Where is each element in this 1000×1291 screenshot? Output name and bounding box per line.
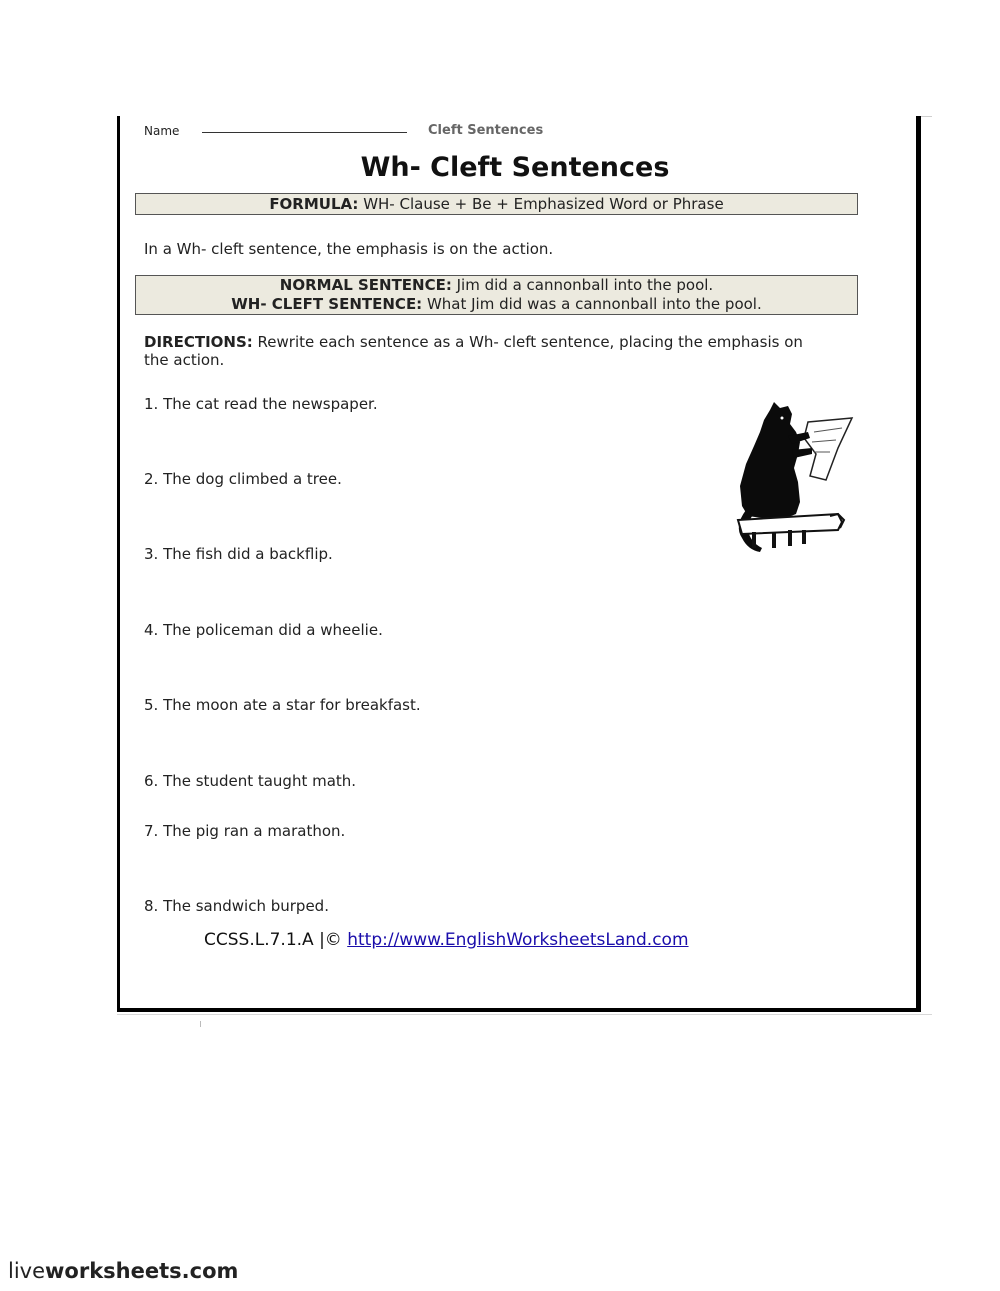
- normal-sentence-text: Jim did a cannonball into the pool.: [451, 276, 714, 294]
- formula-box: [135, 193, 858, 215]
- liveworksheets-logo[interactable]: liveworksheets.com: [8, 1259, 239, 1283]
- exercise-item: 6. The student taught math.: [144, 772, 357, 790]
- page-tick-mark: [200, 1021, 201, 1027]
- exercise-item: 7. The pig ran a marathon.: [144, 822, 346, 840]
- directions-text: Rewrite each sentence as a Wh- cleft sentence, placing the emphasis on the action.: [144, 333, 803, 369]
- exercise-item: 8. The sandwich burped.: [144, 897, 329, 915]
- exercise-item: 5. The moon ate a star for breakfast.: [144, 696, 421, 714]
- footer-credit: [204, 930, 689, 950]
- topic-header: Cleft Sentences: [428, 123, 544, 138]
- normal-sentence-label: NORMAL SENTENCE:: [279, 276, 452, 294]
- directions-label: DIRECTIONS:: [144, 333, 253, 351]
- exercise-item: 2. The dog climbed a tree.: [144, 470, 342, 488]
- cat-reading-newspaper-icon: [734, 402, 858, 560]
- sheet-bottom-rule: [117, 1014, 932, 1015]
- exercise-item: 1. The cat read the newspaper.: [144, 395, 378, 413]
- name-label: Name: [144, 124, 180, 138]
- exercise-item: 4. The policeman did a wheelie.: [144, 621, 383, 639]
- example-box: [135, 275, 858, 315]
- formula-text: WH- Clause + Be + Emphasized Word or Phrase: [358, 195, 724, 213]
- footer-link[interactable]: http://www.EnglishWorksheetsLand.com: [347, 930, 689, 950]
- cleft-sentence-label: WH- CLEFT SENTENCE:: [231, 295, 423, 313]
- page-title: Wh- Cleft Sentences: [360, 152, 670, 183]
- standard-code: CCSS.L.7.1.A |©: [204, 930, 348, 950]
- formula-label: FORMULA:: [269, 195, 359, 213]
- intro-text: In a Wh- cleft sentence, the emphasis is on the action.: [144, 240, 554, 258]
- normal-sentence: [136, 276, 857, 295]
- directions: [144, 333, 824, 369]
- exercise-item: 3. The fish did a backflip.: [144, 545, 333, 563]
- cleft-sentence: [136, 295, 857, 314]
- name-line: [202, 132, 407, 133]
- cleft-sentence-text: What Jim did was a cannonball into the pool.: [422, 295, 762, 313]
